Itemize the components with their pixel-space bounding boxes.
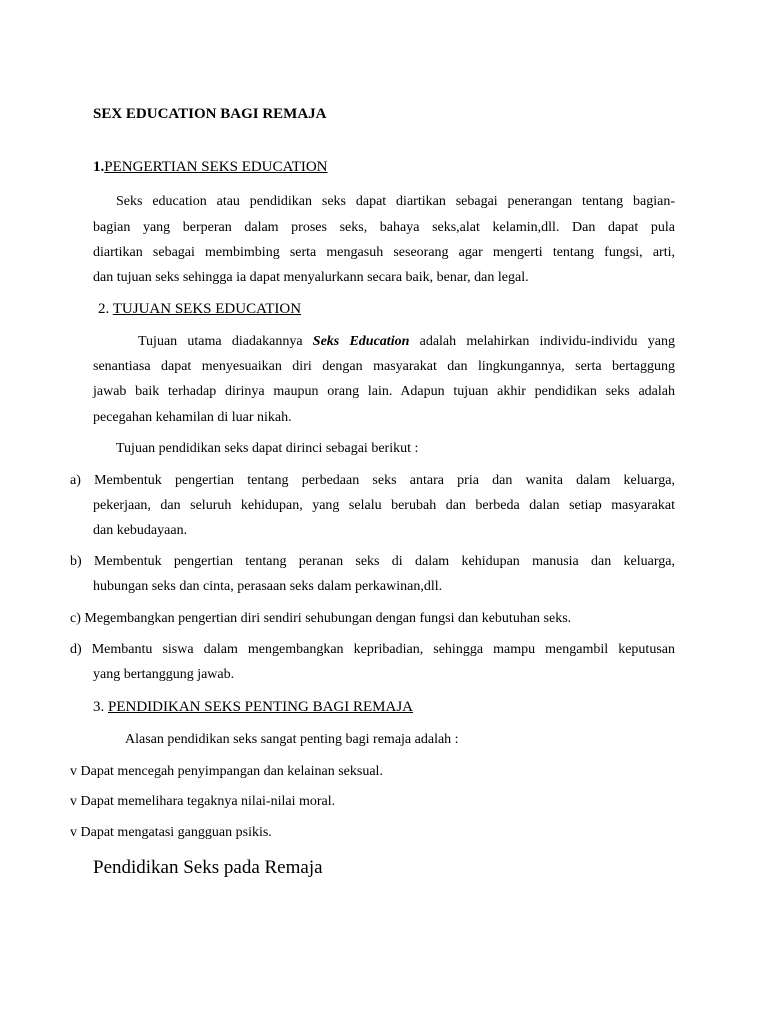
list-item-c: c) Megembangkan pengertian diri sendiri sehubungan dengan fungsi dan kebutuhan seks. [70, 611, 572, 626]
section-2-p1-emphasis: Seks Education [312, 334, 410, 349]
section-1-line-1: Seks education atau pendidikan seks dapat diartikan sebagai penerangan tentang bagian- [116, 194, 675, 209]
section-1-line-2: bagian yang berperan dalam proses seks, bahaya seks,alat kelamin,dll. Dan dapat pula [93, 220, 675, 235]
section-3-heading [93, 698, 413, 716]
section-2-p1-text: Tujuan utama diadakannya [138, 334, 313, 349]
bullet-item-2: v Dapat memelihara tegaknya nilai-nilai moral. [70, 794, 336, 809]
list-item-a-line-3: dan kebudayaan. [93, 523, 188, 538]
section-2-p1-text-after: adalah melahirkan individu-individu yang [409, 334, 675, 349]
section-3-heading-text: PENDIDIKAN SEKS PENTING BAGI REMAJA [108, 699, 414, 715]
section-2-p1-line-3: jawab baik terhadap dirinya maupun orang lain. Adapun tujuan akhir pendidikan seks adalah [93, 384, 675, 399]
list-item-b-line-1: b) Membentuk pengertian tentang peranan seks di dalam kehidupan manusia dan keluarga, [70, 554, 675, 569]
list-item-a-line-2: pekerjaan, dan seluruh kehidupan, yang selalu berubah dan berbeda dalan setiap masyarakat [93, 498, 675, 513]
section-2-p1-line-4: pecegahan kehamilan di luar nikah. [93, 410, 292, 425]
section-1-heading [93, 158, 328, 176]
section-2-p1-line-1 [138, 333, 675, 351]
section-1-line-3: diartikan sebagai membimbing serta mengasuh seseorang agar mengerti tentang fungsi, arti, [93, 245, 675, 260]
document-title: SEX EDUCATION BAGI REMAJA [93, 106, 327, 122]
section-1-heading-text: PENGERTIAN SEKS EDUCATION [104, 159, 328, 175]
bullet-item-3: v Dapat mengatasi gangguan psikis. [70, 825, 272, 840]
section-2-heading [98, 300, 301, 318]
list-item-a-line-1: a) Membentuk pengertian tentang perbedaan seks antara pria dan wanita dalam keluarga, [70, 473, 675, 488]
section-2-p2: Tujuan pendidikan seks dapat dirinci sebagai berikut : [116, 441, 419, 456]
list-item-d-line-2: yang bertanggung jawab. [93, 667, 235, 682]
section-3-intro: Alasan pendidikan seks sangat penting bagi remaja adalah : [125, 732, 459, 747]
section-1-number: 1. [93, 159, 105, 175]
bullet-item-1: v Dapat mencegah penyimpangan dan kelainan seksual. [70, 764, 383, 779]
section-2-heading-text: TUJUAN SEKS EDUCATION [112, 301, 302, 317]
section-2-p1-line-2: senantiasa dapat menyesuaikan diri dengan masyarakat dan lingkungannya, serta bertaggung [93, 359, 675, 374]
section-1-line-4: dan tujuan seks sehingga ia dapat menyalurkann secara baik, benar, dan legal. [93, 270, 529, 285]
section-2-number: 2. [98, 301, 110, 317]
subheading: Pendidikan Seks pada Remaja [93, 857, 323, 878]
section-3-number: 3. [93, 699, 105, 715]
list-item-b-line-2: hubungan seks dan cinta, perasaan seks dalam perkawinan,dll. [93, 579, 443, 594]
list-item-d-line-1: d) Membantu siswa dalam mengembangkan kepribadian, sehingga mampu mengambil keputusan [70, 642, 675, 657]
